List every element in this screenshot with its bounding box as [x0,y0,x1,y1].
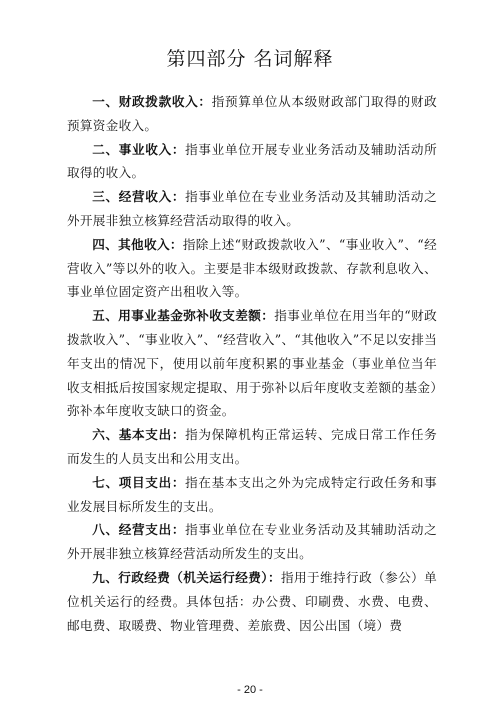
definition-item [67,566,437,637]
definition-term: 三、经营收入： [92,189,186,205]
page-number: - 20 - [237,684,263,696]
section-title: 第四部分 名词解释 [166,48,334,70]
definition-text: 指事业单位在专业业务活动及其辅助活动之外开展非独立核算经营活动取得的收入。 [67,189,437,228]
definition-term: 八、经营支出： [92,522,186,538]
definition-text: 指事业单位在用当年的“财政拨款收入”、“事业收入”、“经营收入”、“其他收入”不足以安排当年支出的情况下，使用以前年度积累的事业基金（事业单位当年收支相抵后按国家规定提取、用于弥补以后年度收支差额的基金）弥补本年度收支缺口的资金。 [67,308,438,419]
definition-item [67,471,437,519]
definition-text: 指为保障机构正常运转、完成日常工作任务而发生的人员支出和公用支出。 [67,427,437,466]
definition-term: 九、行政经费（机关运行经费）： [92,569,282,585]
definition-item [67,518,437,566]
definition-item [67,90,437,138]
definition-item [67,233,437,304]
definition-term: 四、其他收入： [92,236,183,252]
definition-text: 指除上述“财政拨款收入”、“事业收入”、“经营收入”等以外的收入。主要是非本级财政拨款、存款利息收入、事业单位固定资产出租收入等。 [67,236,437,300]
definition-text: 指在基本支出之外为完成特定行政任务和事业发展目标所发生的支出。 [67,474,437,514]
definitions-body [67,90,437,637]
definition-term: 七、项目支出： [92,474,186,490]
definition-term: 五、用事业基金弥补收支差额： [92,308,275,324]
definition-term: 六、基本支出： [92,427,186,443]
definition-item [67,304,437,423]
definition-text: 指预算单位从本级财政部门取得的财政预算资金收入。 [67,94,438,133]
definition-text: 指用于维持行政（参公）单位机关运行的经费。具体包括：办公费、印刷费、水费、电费、邮电费、取暖费、物业管理费、差旅费、因公出国（境）费 [67,569,437,633]
definition-item [67,138,437,186]
definition-term: 一、财政拨款收入： [92,94,212,109]
definition-item [67,423,437,471]
definition-text: 指事业单位在专业业务活动及其辅助活动之外开展非独立核算经营活动所发生的支出。 [67,522,437,562]
definition-term: 二、事业收入： [92,141,186,157]
definition-item [67,185,437,233]
definition-text: 指事业单位开展专业业务活动及辅助活动所取得的收入。 [67,141,437,181]
